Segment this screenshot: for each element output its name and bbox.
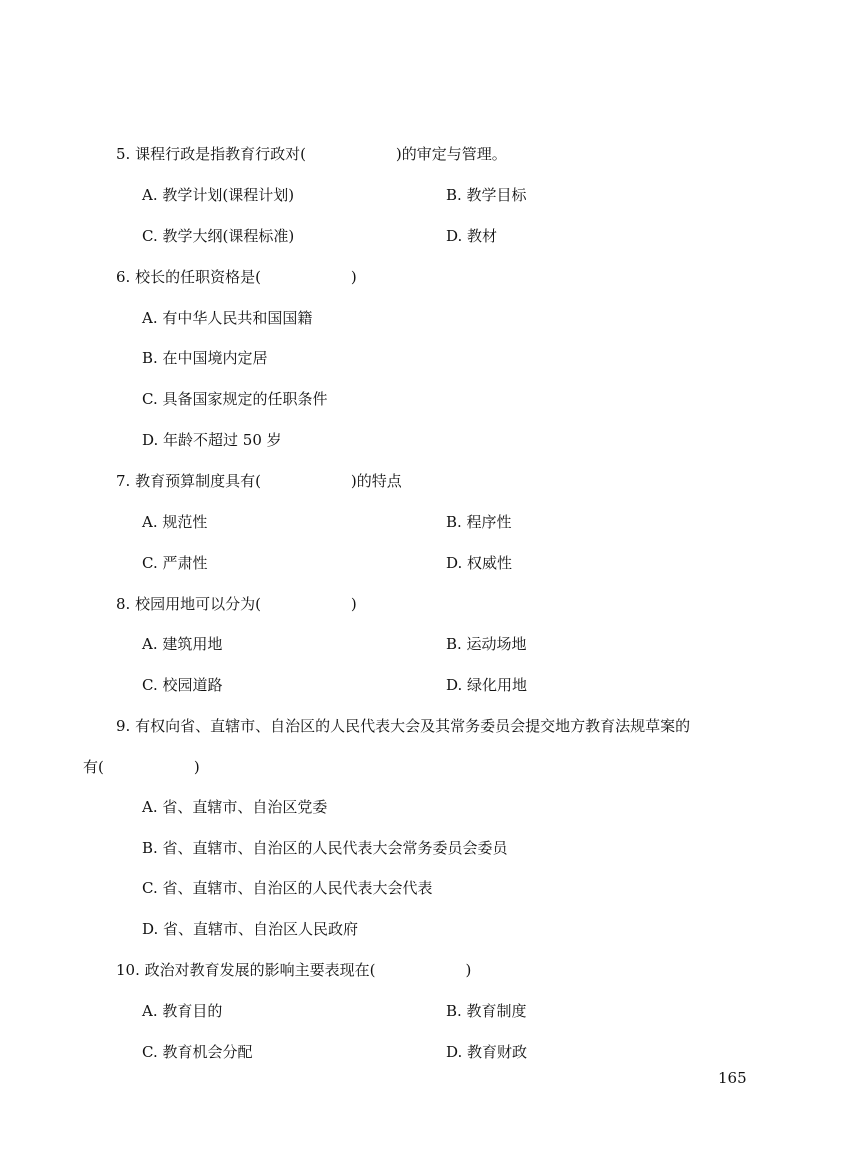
question-9-stem-continued: 有( ) [83, 758, 200, 776]
question-8-option-b: B. 运动场地 [446, 635, 527, 653]
question-10-option-a: A. 教育目的 [142, 1002, 223, 1020]
question-10-stem: 10. 政治对教育发展的影响主要表现在( ) [116, 961, 472, 979]
question-6-option-a: A. 有中华人民共和国国籍 [142, 309, 313, 327]
question-9-option-c: C. 省、直辖市、自治区的人民代表大会代表 [142, 879, 433, 897]
question-9-stem: 9. 有权向省、直辖市、自治区的人民代表大会及其常务委员会提交地方教育法规草案的 [116, 717, 691, 735]
question-9-option-a: A. 省、直辖市、自治区党委 [142, 798, 328, 816]
question-9-option-b: B. 省、直辖市、自治区的人民代表大会常务委员会委员 [142, 839, 508, 857]
question-10-option-d: D. 教育财政 [446, 1043, 528, 1061]
question-10-option-b: B. 教育制度 [446, 1002, 527, 1020]
question-10-option-c: C. 教育机会分配 [142, 1043, 253, 1061]
page-number: 165 [718, 1069, 747, 1087]
question-6-option-d: D. 年龄不超过 50 岁 [142, 431, 282, 449]
question-7-option-b: B. 程序性 [446, 513, 512, 531]
question-8-stem: 8. 校园用地可以分为( ) [116, 595, 357, 613]
question-6-option-b: B. 在中国境内定居 [142, 349, 268, 367]
question-8-option-a: A. 建筑用地 [142, 635, 223, 653]
question-7-stem: 7. 教育预算制度具有( )的特点 [116, 472, 402, 490]
question-5-stem: 5. 课程行政是指教育行政对( )的审定与管理。 [116, 145, 507, 163]
question-6-option-c: C. 具备国家规定的任职条件 [142, 390, 328, 408]
question-7-option-a: A. 规范性 [142, 513, 208, 531]
question-9-option-d: D. 省、直辖市、自治区人民政府 [142, 920, 359, 938]
question-5-option-c: C. 教学大纲(课程标准) [142, 227, 295, 245]
question-5-option-a: A. 教学计划(课程计划) [142, 186, 295, 204]
question-7-option-d: D. 权威性 [446, 554, 513, 572]
question-6-stem: 6. 校长的任职资格是( ) [116, 268, 357, 286]
question-5-option-b: B. 教学目标 [446, 186, 527, 204]
question-8-option-c: C. 校园道路 [142, 676, 223, 694]
question-7-option-c: C. 严肃性 [142, 554, 208, 572]
question-5-option-d: D. 教材 [446, 227, 498, 245]
question-8-option-d: D. 绿化用地 [446, 676, 528, 694]
